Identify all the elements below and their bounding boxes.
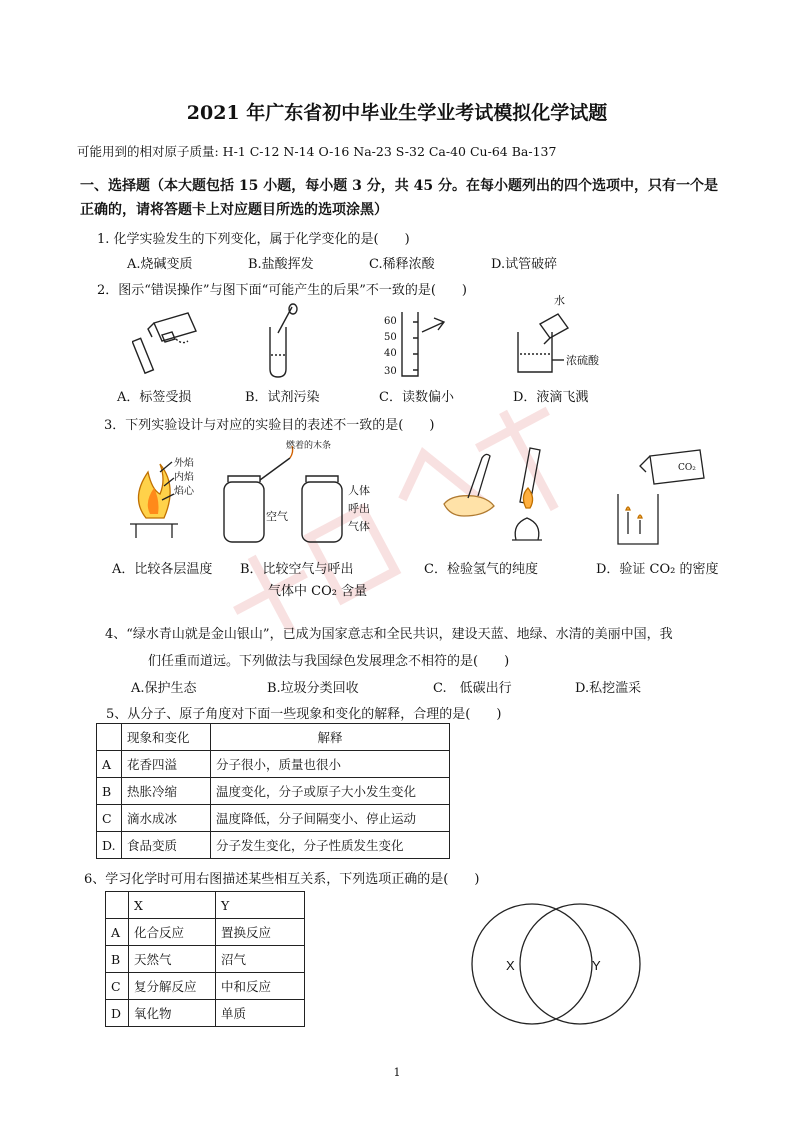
q1-option-b: B.盐酸挥发 (248, 257, 314, 272)
q4-option-d: D.私挖滥采 (575, 681, 642, 696)
tick-50: 50 (384, 332, 397, 343)
table-row (106, 946, 305, 973)
q5-table (96, 723, 450, 859)
table-cell: D. (97, 832, 122, 859)
pouring-bottle-figure (132, 305, 202, 377)
table-cell: 单质 (216, 1000, 305, 1027)
page-number: 1 (393, 1066, 401, 1079)
label-outer-flame: 外焰 (174, 458, 194, 469)
tick-40: 40 (384, 348, 397, 359)
table-cell: 化合反应 (129, 919, 216, 946)
label-breath-2: 呼出 (348, 502, 370, 515)
page-title: 2021 年广东省初中毕业生学业考试模拟化学试题 (186, 102, 608, 124)
venn-circle-x (472, 904, 592, 1024)
table-cell: C (97, 805, 122, 832)
label-breath-1: 人体 (348, 484, 370, 497)
q2-option-d: D．液滴飞溅 (513, 390, 589, 405)
q2-stem: 2．图示“错误操作”与图下面“可能产生的后果”不一致的是( ) (97, 283, 467, 298)
table-row (106, 1000, 305, 1027)
q1-option-c: C.稀释浓酸 (369, 257, 435, 272)
section-heading: 一、选择题（本大题包括 15 小题，每小题 3 分，共 45 分。在每小题列出的四个选项中，只有一个是正确的，请将答题卡上对应题目所选的选项涂黑） (80, 178, 718, 218)
q3-option-d: D．验证 CO₂ 的密度 (596, 562, 719, 577)
q4-stem-line2: 们任重而道远。下列做法与我国绿色发展理念不相符的是( ) (148, 654, 510, 669)
label-water: 水 (554, 294, 565, 307)
dropper-in-tube-figure (262, 303, 302, 379)
q5-stem: 5、从分子、原子角度对下面一些现象和变化的解释，合理的是( ) (106, 707, 502, 722)
label-acid: 浓硫酸 (566, 354, 599, 367)
table-cell: 沼气 (216, 946, 305, 973)
label-breath-3: 气体 (348, 520, 370, 533)
table-header-row (97, 724, 450, 751)
label-co2-bottle: CO₂ (678, 463, 696, 473)
table-cell: 食品变质 (122, 832, 211, 859)
venn-diagram (470, 900, 642, 1030)
table-cell: 花香四溢 (122, 751, 211, 778)
table-cell: 滴水成冰 (122, 805, 211, 832)
table-cell: D (106, 1000, 129, 1027)
table-cell: 分子很小，质量也很小 (211, 751, 450, 778)
q4-stem-line1: 4、“绿水青山就是金山银山”，已成为国家意志和全民共识，建设天蓝、地绿、水清的美丽中国，我 (105, 627, 673, 642)
table-cell: 置换反应 (216, 919, 305, 946)
table-cell: 解释 (211, 724, 450, 751)
table-cell: A (106, 919, 129, 946)
atomic-masses: 可能用到的相对原子质量: H-1 C-12 N-14 O-16 Na-23 S-32 Ca-40 Cu-64 Ba-137 (77, 144, 557, 159)
table-row (97, 832, 450, 859)
water-into-acid-figure (510, 294, 610, 380)
q4-option-a: A.保护生态 (131, 681, 197, 696)
tick-60: 60 (384, 316, 397, 327)
q6-stem: 6、学习化学时可用右图描述某些相互关系，下列选项正确的是( ) (84, 872, 480, 887)
q3-option-c: C．检验氢气的纯度 (424, 562, 538, 577)
table-cell (97, 724, 122, 751)
venn-circle-y (520, 904, 640, 1024)
q3-stem: 3．下列实验设计与对应的实验目的表述不一致的是( ) (104, 418, 435, 433)
table-cell: 复分解反应 (129, 973, 216, 1000)
q2-option-b: B．试剂污染 (245, 390, 320, 405)
table-cell: A (97, 751, 122, 778)
co2-density-figure (610, 444, 710, 548)
q2-option-c: C．读数偏小 (379, 390, 454, 405)
table-row (106, 973, 305, 1000)
table-cell: C (106, 973, 129, 1000)
table-cell: 分子发生变化，分子性质发生变化 (211, 832, 450, 859)
table-cell: 温度变化，分子或原子大小发生变化 (211, 778, 450, 805)
air-vs-breath-figure (220, 436, 390, 548)
table-cell: 热胀冷缩 (122, 778, 211, 805)
venn-label-x: X (506, 958, 515, 973)
table-cell: 现象和变化 (122, 724, 211, 751)
table-cell: X (129, 892, 216, 919)
q2-option-a: A．标签受损 (117, 390, 192, 405)
table-row (97, 751, 450, 778)
q3-option-a: A．比较各层温度 (112, 562, 213, 577)
table-cell: 天然气 (129, 946, 216, 973)
label-air: 空气 (266, 510, 288, 523)
q1-option-d: D.试管破碎 (491, 257, 558, 272)
label-burning-stick: 燃着的木条 (286, 441, 332, 451)
q3-option-b-line2: 气体中 CO₂ 含量 (268, 584, 368, 599)
q1-stem: 1. 化学实验发生的下列变化，属于化学变化的是( ) (97, 232, 410, 247)
tick-30: 30 (384, 366, 397, 377)
q1-option-a: A.烧碱变质 (127, 257, 193, 272)
table-cell: B (106, 946, 129, 973)
q4-option-b: B.垃圾分类回收 (267, 681, 359, 696)
table-cell: B (97, 778, 122, 805)
table-row (97, 778, 450, 805)
q4-option-c: C. 低碳出行 (433, 681, 512, 696)
table-cell (106, 892, 129, 919)
table-cell: 中和反应 (216, 973, 305, 1000)
table-row (106, 919, 305, 946)
label-flame-core: 焰心 (174, 486, 194, 497)
hydrogen-purity-figure (438, 444, 578, 548)
label-inner-flame: 内焰 (174, 472, 194, 483)
table-row (97, 805, 450, 832)
table-header-row (106, 892, 305, 919)
q6-table (105, 891, 305, 1027)
flame-layers-figure (116, 452, 206, 544)
cylinder-reading-figure (384, 308, 456, 380)
q3-option-b: B．比较空气与呼出 (240, 562, 354, 577)
table-cell: 氧化物 (129, 1000, 216, 1027)
venn-label-y: Y (592, 958, 601, 973)
table-cell: 温度降低，分子间隔变小、停止运动 (211, 805, 450, 832)
table-cell: Y (216, 892, 305, 919)
